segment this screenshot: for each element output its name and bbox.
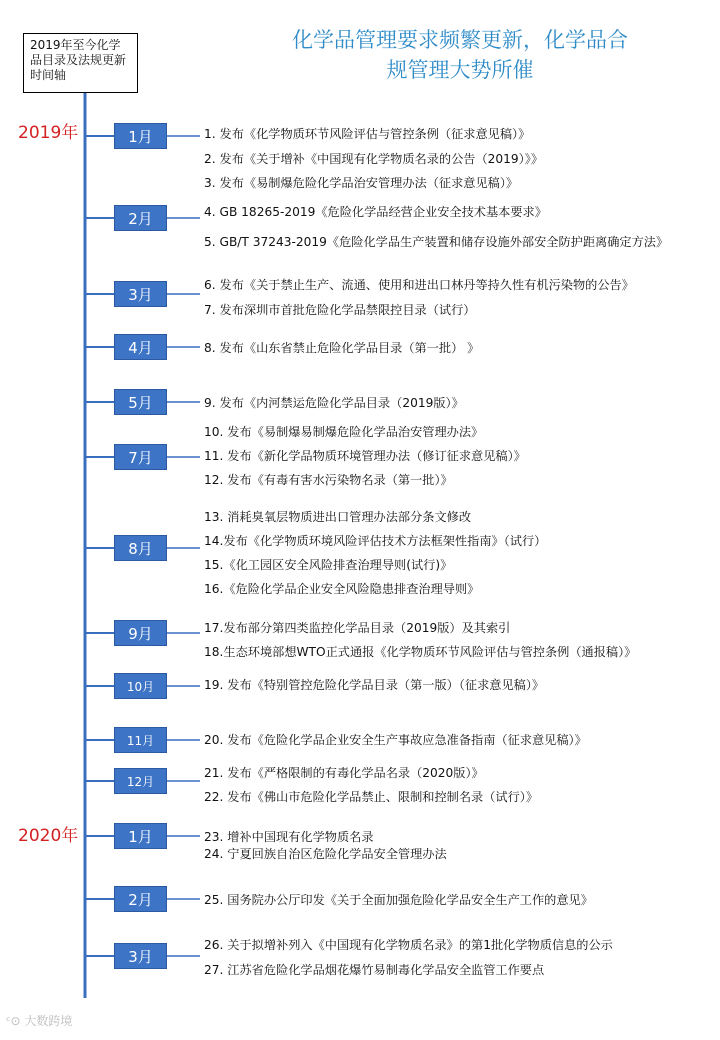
event-item-24: 24. 宁夏回族自治区危险化学品安全管理办法 (204, 847, 447, 861)
event-item-21: 21. 发布《严格限制的有毒化学品名录（2020版）》 (204, 766, 484, 780)
event-item-1: 1. 发布《化学物质环节风险评估与管控条例（征求意见稿）》 (204, 127, 531, 141)
event-item-22: 22. 发布《佛山市危险化学品禁止、限制和控制名录（试行）》 (204, 790, 539, 804)
caption-line-2: 品目录及法规更新 (30, 53, 127, 67)
month-box-2020-02: 2月 (114, 886, 167, 912)
watermark-text: 大数跨境 (24, 1014, 73, 1028)
month-box-2019-12: 12月 (114, 768, 167, 794)
month-box-2019-02: 2月 (114, 205, 167, 231)
watermark (6, 1013, 72, 1029)
event-item-19: 19. 发布《特别管控危险化学品目录（第一版）（征求意见稿）》 (204, 678, 545, 692)
event-item-2: 2. 发布《关于增补《中国现有化学物质名录的公告（2019）》》 (204, 152, 544, 166)
event-item-10: 10. 发布《易制爆易制爆危险化学品治安管理办法》 (204, 425, 484, 439)
event-item-15: 15.《化工园区安全风险排查治理导则(试行)》 (204, 558, 453, 572)
event-item-13: 13. 消耗臭氧层物质进出口管理办法部分条文修改 (204, 510, 472, 524)
caption-line-1: 2019年至今化学 (30, 38, 121, 52)
watermark-logo-icon: ᶜ⊙ (6, 1014, 21, 1028)
event-item-9: 9. 发布《内河禁运危险化学品目录（2019版）》 (204, 396, 464, 410)
event-item-26: 26. 关于拟增补列入《中国现有化学物质名录》的第1批化学物质信息的公示 (204, 938, 613, 952)
year-label-2020: 2020年 (18, 826, 79, 846)
event-item-27: 27. 江苏省危险化学品烟花爆竹易制毒化学品安全监管工作要点 (204, 963, 545, 977)
event-item-8: 8. 发布《山东省禁止危险化学品目录（第一批） 》 (204, 341, 480, 355)
title-line-1: 化学品管理要求频繁更新，化学品合 (292, 28, 628, 52)
event-item-5: 5. GB/T 37243-2019《危险化学品生产装置和储存设施外部安全防护距离确定方法》 (204, 235, 669, 249)
month-box-2019-03: 3月 (114, 281, 167, 307)
year-label-2019: 2019年 (18, 123, 79, 143)
event-item-14: 14.发布《化学物质环境风险评估技术方法框架性指南》（试行） (204, 534, 547, 548)
month-box-2019-09: 9月 (114, 620, 167, 646)
event-item-20: 20. 发布《危险化学品企业安全生产事故应急准备指南（征求意见稿）》 (204, 733, 587, 747)
event-item-4: 4. GB 18265-2019《危险化学品经营企业安全技术基本要求》 (204, 205, 547, 219)
event-item-11: 11. 发布《新化学品物质环境管理办法（修订征求意见稿）》 (204, 449, 526, 463)
event-item-23: 23. 增补中国现有化学物质名录 (204, 830, 374, 844)
event-item-17: 17.发布部分第四类监控化学品目录（2019版）及其索引 (204, 621, 511, 635)
month-box-2019-05: 5月 (114, 389, 167, 415)
month-box-2019-08: 8月 (114, 535, 167, 561)
month-box-2019-01: 1月 (114, 123, 167, 149)
title-line-2: 规管理大势所催 (386, 58, 534, 82)
event-item-6: 6. 发布《关于禁止生产、流通、使用和进出口林丹等持久性有机污染物的公告》 (204, 278, 634, 292)
month-box-2019-04: 4月 (114, 334, 167, 360)
event-item-3: 3. 发布《易制爆危险化学品治安管理办法（征求意见稿）》 (204, 176, 519, 190)
month-box-2020-03: 3月 (114, 943, 167, 969)
month-box-2019-11: 11月 (114, 727, 167, 753)
event-item-25: 25. 国务院办公厅印发《关于全面加强危险化学品安全生产工作的意见》 (204, 893, 593, 907)
event-item-18: 18.生态环境部想WTO正式通报《化学物质环节风险评估与管控条例（通报稿）》 (204, 645, 637, 659)
event-item-16: 16.《危险化学品企业安全风险隐患排查治理导则》 (204, 582, 480, 596)
month-box-2019-10: 10月 (114, 673, 167, 699)
event-item-7: 7. 发布深圳市首批危险化学品禁限控目录（试行） (204, 303, 476, 317)
month-box-2020-01: 1月 (114, 823, 167, 849)
caption-line-3: 时间轴 (30, 68, 67, 82)
month-box-2019-07: 7月 (114, 444, 167, 470)
event-item-12: 12. 发布《有毒有害水污染物名录（第一批）》 (204, 473, 453, 487)
